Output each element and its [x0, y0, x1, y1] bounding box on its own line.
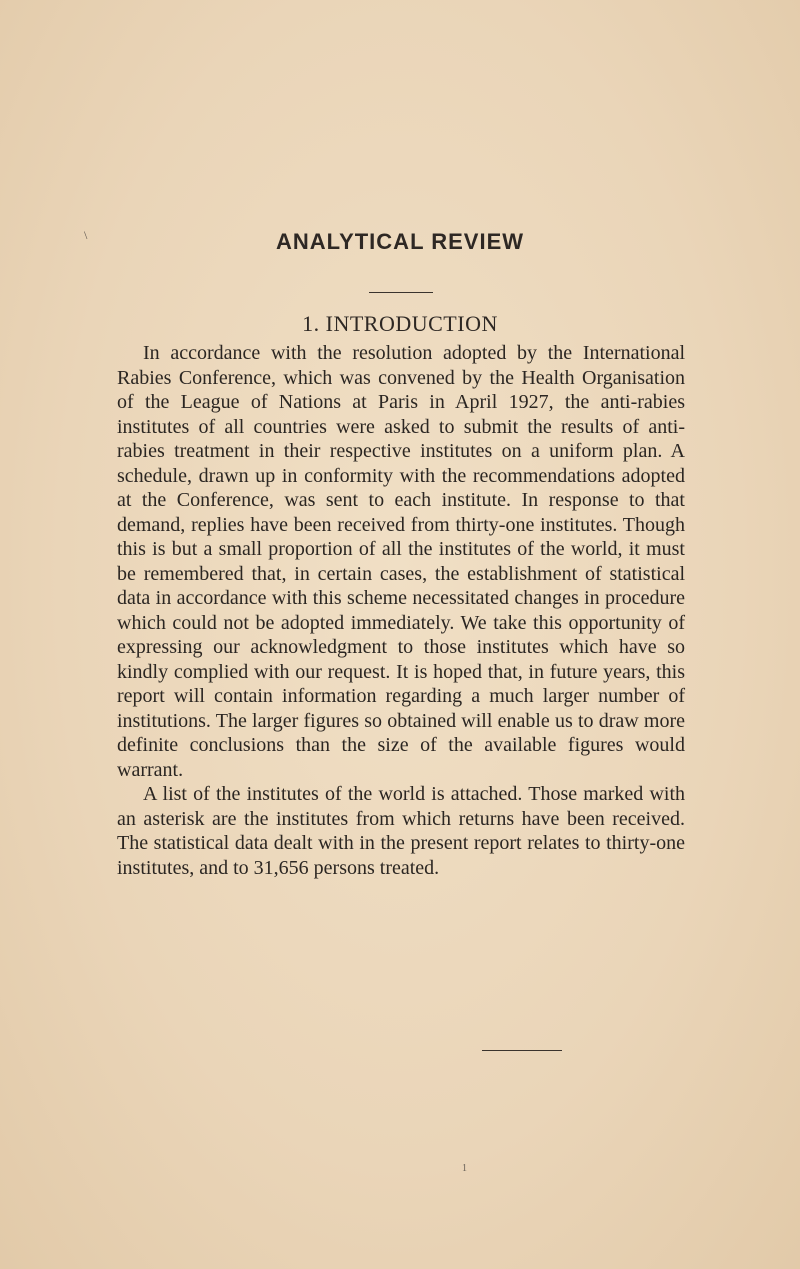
- heading-divider: [369, 292, 433, 293]
- paragraph: In accordance with the resolution adopted by the International Rabies Conference, which was convened by the Health Organisation of the League of Nations at Paris in April 1927, the anti-rabies institutes of all countries were asked to submit the results of anti-rabies treatment in their respective institutes on a uniform plan. A schedule, drawn up in conformity with the recommendations adopted at the Conference, was sent to each institute. In response to that demand, replies have been received from thirty-one institutes. Though this is but a small proportion of all the institutes of the world, it must be remembered that, in certain cases, the establishment of statistical data in accordance with this scheme necessitated changes in procedure which could not be adopted immediately. We take this opportunity of expressing our acknowledgment to those institutes which have so kindly complied with our request. It is hoped that, in future years, this report will contain information regarding a much larger number of institutions. The larger figures so obtained will enable us to draw more definite conclusions than the size of the available figures would warrant.: [117, 342, 685, 781]
- section-title: 1. INTRODUCTION: [302, 311, 498, 336]
- body-text: [117, 341, 685, 880]
- page-heading: ANALYTICAL REVIEW: [275, 229, 525, 254]
- page-number: 1: [462, 1163, 467, 1174]
- paragraph: A list of the institutes of the world is attached. Those marked with an asterisk are the institutes from which returns have been received. The statistical data dealt with in the present report relates to thirty-one institutes, and to 31,656 persons treated.: [117, 783, 685, 879]
- end-divider: [482, 1050, 562, 1051]
- margin-mark: \: [84, 228, 88, 242]
